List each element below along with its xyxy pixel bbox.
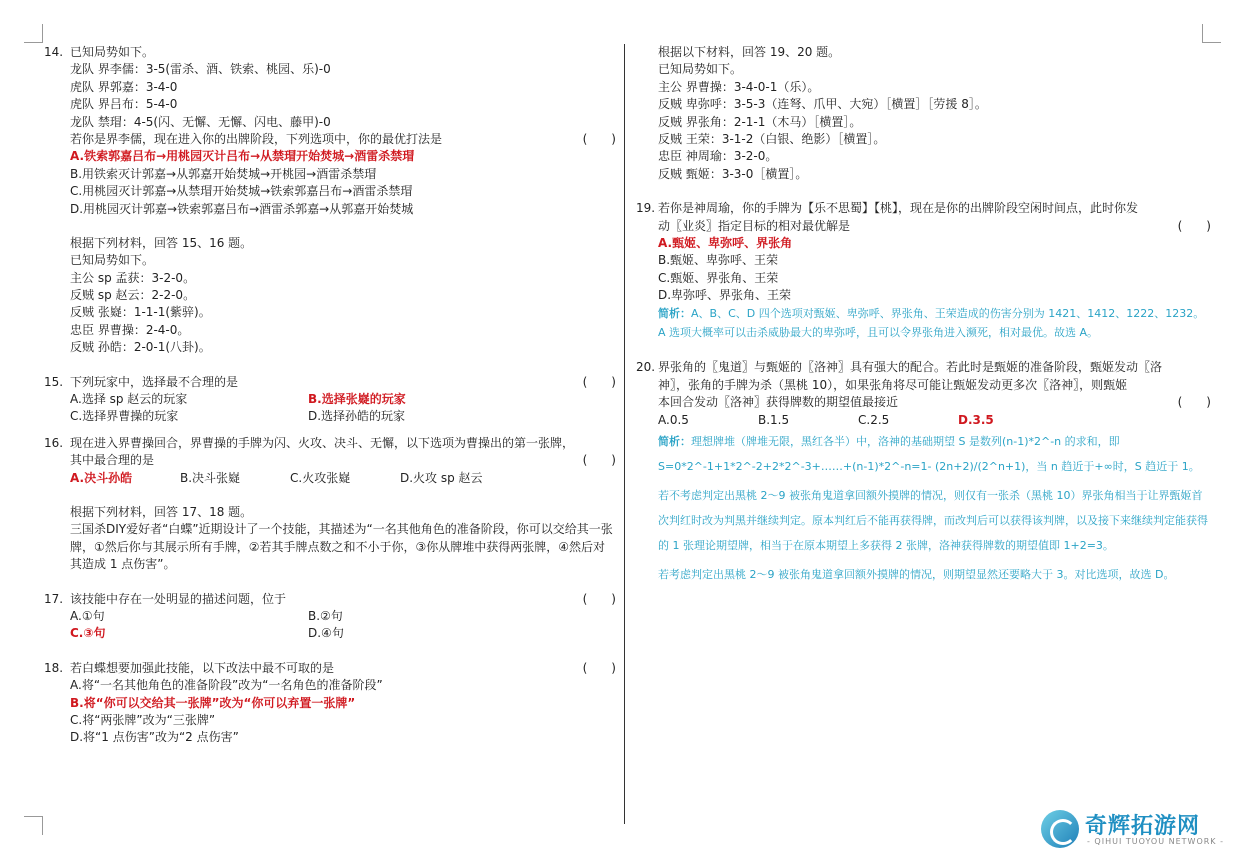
corner-mark — [1202, 24, 1221, 43]
option-a: A.选择 sp 赵云的玩家 — [70, 392, 188, 407]
situation-line: 反贼 甄姬：3-3-0［横置］。 — [658, 166, 808, 181]
material-17-18 — [44, 504, 616, 574]
option-b: B.甄姬、卑弥呼、王荣 — [658, 253, 779, 268]
answer-paren: ( ) — [1177, 218, 1211, 233]
option-b: B.1.5 — [758, 412, 790, 427]
situation-line: 反贼 界张角：2-1-1（木马）［横置］。 — [658, 114, 862, 129]
option-b-correct: B.选择张嶷的玩家 — [308, 392, 406, 407]
analysis-text: 若不考虑判定出黑桃 2～9 被张角鬼道拿回额外摸牌的情况，则仅有一张杀（黑桃 10）界张角相当于让界甄姬首次判红时改为判黑并继续判定。原本判红后不能再获得牌，而改判后可以获得该判牌，以及接下来继续判定能获得的 1 张理论期望牌，相当于在原本期望上多获得 2 张牌，洛神获得牌数的期望值即 1+2=3。 — [658, 489, 1208, 553]
option-a-correct: A.决斗孙皓 — [70, 470, 133, 485]
question-text: 动〖业炎〗指定目标的相对最优解是 — [658, 218, 851, 233]
question-text: 下列玩家中，选择最不合理的是 — [70, 374, 239, 389]
option-b: B.决斗张嶷 — [180, 470, 241, 485]
option-c: C.选择界曹操的玩家 — [70, 409, 179, 424]
situation-line: 反贼 卑弥呼：3-5-3（连弩、爪甲、大宛）［横置］［劳援 8］。 — [658, 97, 987, 112]
option-c: C.用桃园灭计郭嘉→从禁瑁开始焚城→铁索郭嘉吕布→酒雷杀禁瑁 — [70, 184, 413, 199]
material-intro: 根据以下材料，回答 19、20 题。 — [658, 45, 841, 59]
corner-mark — [24, 816, 43, 835]
question-text: 现在进入界曹操回合，界曹操的手牌为闪、火攻、决斗、无懈，以下选项为曹操出的第一张牌， — [70, 435, 575, 450]
situation-line: 虎队 界郭嘉：3-4-0 — [70, 79, 178, 94]
analysis-label: 简析： — [658, 307, 691, 321]
option-d: D.火攻 sp 赵云 — [400, 470, 483, 485]
option-a-correct: A.铁索郭嘉吕布→用桃园灭计吕布→从禁瑁开始焚城→酒雷杀禁瑁 — [70, 149, 415, 164]
option-d: D.④句 — [308, 626, 344, 641]
question-number: 19. — [636, 201, 656, 216]
option-c: C.火攻张嶷 — [290, 470, 351, 485]
logo-icon — [1041, 810, 1079, 848]
option-a: A.将“一名其他角色的准备阶段”改为“一名角色的准备阶段” — [70, 678, 383, 693]
material-intro: 根据下列材料，回答 15、16 题。 — [70, 235, 253, 250]
option-b: B.用铁索灭计郭嘉→从郭嘉开始焚城→开桃园→酒雷杀禁瑁 — [70, 166, 377, 181]
situation-line: 主公 界曹操：3-4-0-1（乐）。 — [658, 79, 820, 94]
option-d: D.卑弥呼、界张角、王荣 — [658, 288, 792, 303]
question-text: 神〗，张角的手牌为杀（黑桃 10），如果张角将尽可能让甄姬发动更多次〖洛神〗，则甄姬 — [658, 377, 1128, 392]
question-text: 已知局势如下。 — [70, 45, 155, 59]
answer-paren: ( ) — [582, 591, 616, 606]
option-d: D.用桃园灭计郭嘉→铁索郭嘉吕布→酒雷杀郭嘉→从郭嘉开始焚城 — [70, 201, 414, 216]
question-19 — [636, 200, 1211, 342]
logo-name: 奇辉拓游网 — [1085, 814, 1201, 839]
answer-paren: ( ) — [582, 374, 616, 389]
corner-mark — [24, 24, 43, 43]
column-divider — [624, 44, 625, 824]
question-text: 若白蝶想要加强此技能，以下改法中最不可取的是 — [70, 660, 335, 675]
option-a: A.①句 — [70, 608, 105, 623]
option-c: C.2.5 — [858, 412, 890, 427]
situation-line: 忠臣 神周瑜：3-2-0。 — [658, 149, 778, 164]
option-b: B.②句 — [308, 608, 343, 623]
option-c: C.甄姬、界张角、王荣 — [658, 270, 779, 285]
question-text: 若你是界李儒，现在进入你的出牌阶段，下列选项中，你的最优打法是 — [70, 131, 443, 146]
option-b-correct: B.将“你可以交给其一张牌”改为“你可以弃置一张牌” — [70, 695, 356, 710]
question-number: 20. — [636, 360, 656, 375]
question-17 — [44, 591, 616, 643]
analysis-text: 若考虑判定出黑桃 2～9 被张角鬼道拿回额外摸牌的情况，则期望显然还要略大于 3。对比选项，故选 D。 — [658, 568, 1175, 582]
analysis-label: 简析： — [658, 435, 691, 449]
material-19-20 — [636, 44, 1211, 183]
question-15 — [44, 374, 616, 426]
analysis-text: 理想牌堆（牌堆无限，黑红各半）中，洛神的基础期望 S 是数列(n-1)*2^-n 的求和，即 — [691, 435, 1120, 449]
situation-line: 反贼 王荣：3-1-2（白银、绝影）［横置］。 — [658, 131, 886, 146]
material-15-16 — [44, 235, 616, 357]
situation-line: 已知局势如下。 — [70, 253, 155, 268]
option-a-correct: A.甄姬、卑弥呼、界张角 — [658, 235, 793, 250]
answer-paren: ( ) — [1177, 395, 1211, 410]
question-18 — [44, 660, 616, 747]
option-d-correct: D.3.5 — [958, 412, 994, 427]
question-number: 18. — [44, 660, 64, 675]
situation-line: 忠臣 界曹操：2-4-0。 — [70, 322, 190, 337]
left-column — [44, 44, 616, 747]
option-d: D.将“1 点伤害”改为“2 点伤害” — [70, 730, 239, 745]
option-c-correct: C.③句 — [70, 626, 106, 641]
question-14 — [44, 44, 616, 218]
question-number: 17. — [44, 591, 64, 606]
question-text: 本回合发动〖洛神〗获得牌数的期望值最接近 — [658, 395, 899, 410]
question-text: 若你是神周瑜，你的手牌为【乐不思蜀】【桃】，现在是你的出牌阶段空闲时间点，此时你发 — [658, 201, 1139, 216]
material-intro: 根据下列材料，回答 17、18 题。 — [70, 504, 253, 519]
logo-subtitle: - QIHUI TUOYOU NETWORK - — [1087, 837, 1224, 846]
analysis-note — [636, 429, 1211, 587]
analysis-note — [636, 304, 1211, 342]
situation-line: 反贼 孙皓：2-0-1(八卦)。 — [70, 340, 211, 355]
situation-line: 虎队 界吕布：5-4-0 — [70, 97, 178, 112]
question-text: 该技能中存在一处明显的描述问题，位于 — [70, 591, 287, 606]
option-d: D.选择孙皓的玩家 — [308, 409, 406, 424]
question-text: 界张角的〖鬼道〗与甄姬的〖洛神〗具有强大的配合。若此时是甄姬的准备阶段，甄姬发动〖洛 — [658, 360, 1163, 375]
site-logo — [1041, 807, 1231, 853]
analysis-text: A、B、C、D 四个选项对甄姬、卑弥呼、界张角、王荣造成的伤害分别为 1421、1412、1222、1232。A 选项大概率可以击杀威胁最大的卑弥呼，且可以令界张角进入濒死，相对最优。故选 A。 — [658, 307, 1205, 340]
situation-line: 主公 sp 孟获：3-2-0。 — [70, 270, 196, 285]
question-number: 14. — [44, 45, 64, 59]
question-16 — [44, 435, 616, 487]
situation-line: 已知局势如下。 — [658, 62, 743, 77]
option-a: A.0.5 — [658, 412, 689, 427]
option-c: C.将“两张牌”改为“三张牌” — [70, 712, 216, 727]
situation-line: 龙队 界李儒：3-5(雷杀、酒、铁索、桃园、乐)-0 — [70, 62, 331, 77]
answer-paren: ( ) — [582, 660, 616, 675]
analysis-formula: S=0*2^-1+1*2^-2+2*2^-3+……+(n-1)*2^-n=1- (2n+2)/(2^n+1)，当 n 趋近于+∞时，S 趋近于 1。 — [658, 460, 1200, 474]
question-text: 其中最合理的是 — [70, 453, 155, 468]
question-number: 16. — [44, 435, 64, 450]
situation-line: 反贼 sp 赵云：2-2-0。 — [70, 288, 196, 303]
question-20 — [636, 359, 1211, 587]
situation-line: 反贼 张嶷：1-1-1(紫骍)。 — [70, 305, 211, 320]
answer-paren: ( ) — [582, 453, 616, 468]
situation-line: 龙队 禁瑁：4-5(闪、无懈、无懈、闪电、藤甲)-0 — [70, 114, 331, 129]
question-number: 15. — [44, 374, 64, 389]
right-column — [636, 44, 1211, 587]
answer-paren: ( ) — [582, 131, 616, 146]
material-text: 三国杀DIY爱好者“白蝶”近期设计了一个技能，其描述为“一名其他角色的准备阶段，你可以交给其一张牌，①然后你与其展示所有手牌，②若其手牌点数之和不小于你，③你从牌堆中获得两张牌，④然后对其造成 1 点伤害”。 — [70, 522, 613, 572]
